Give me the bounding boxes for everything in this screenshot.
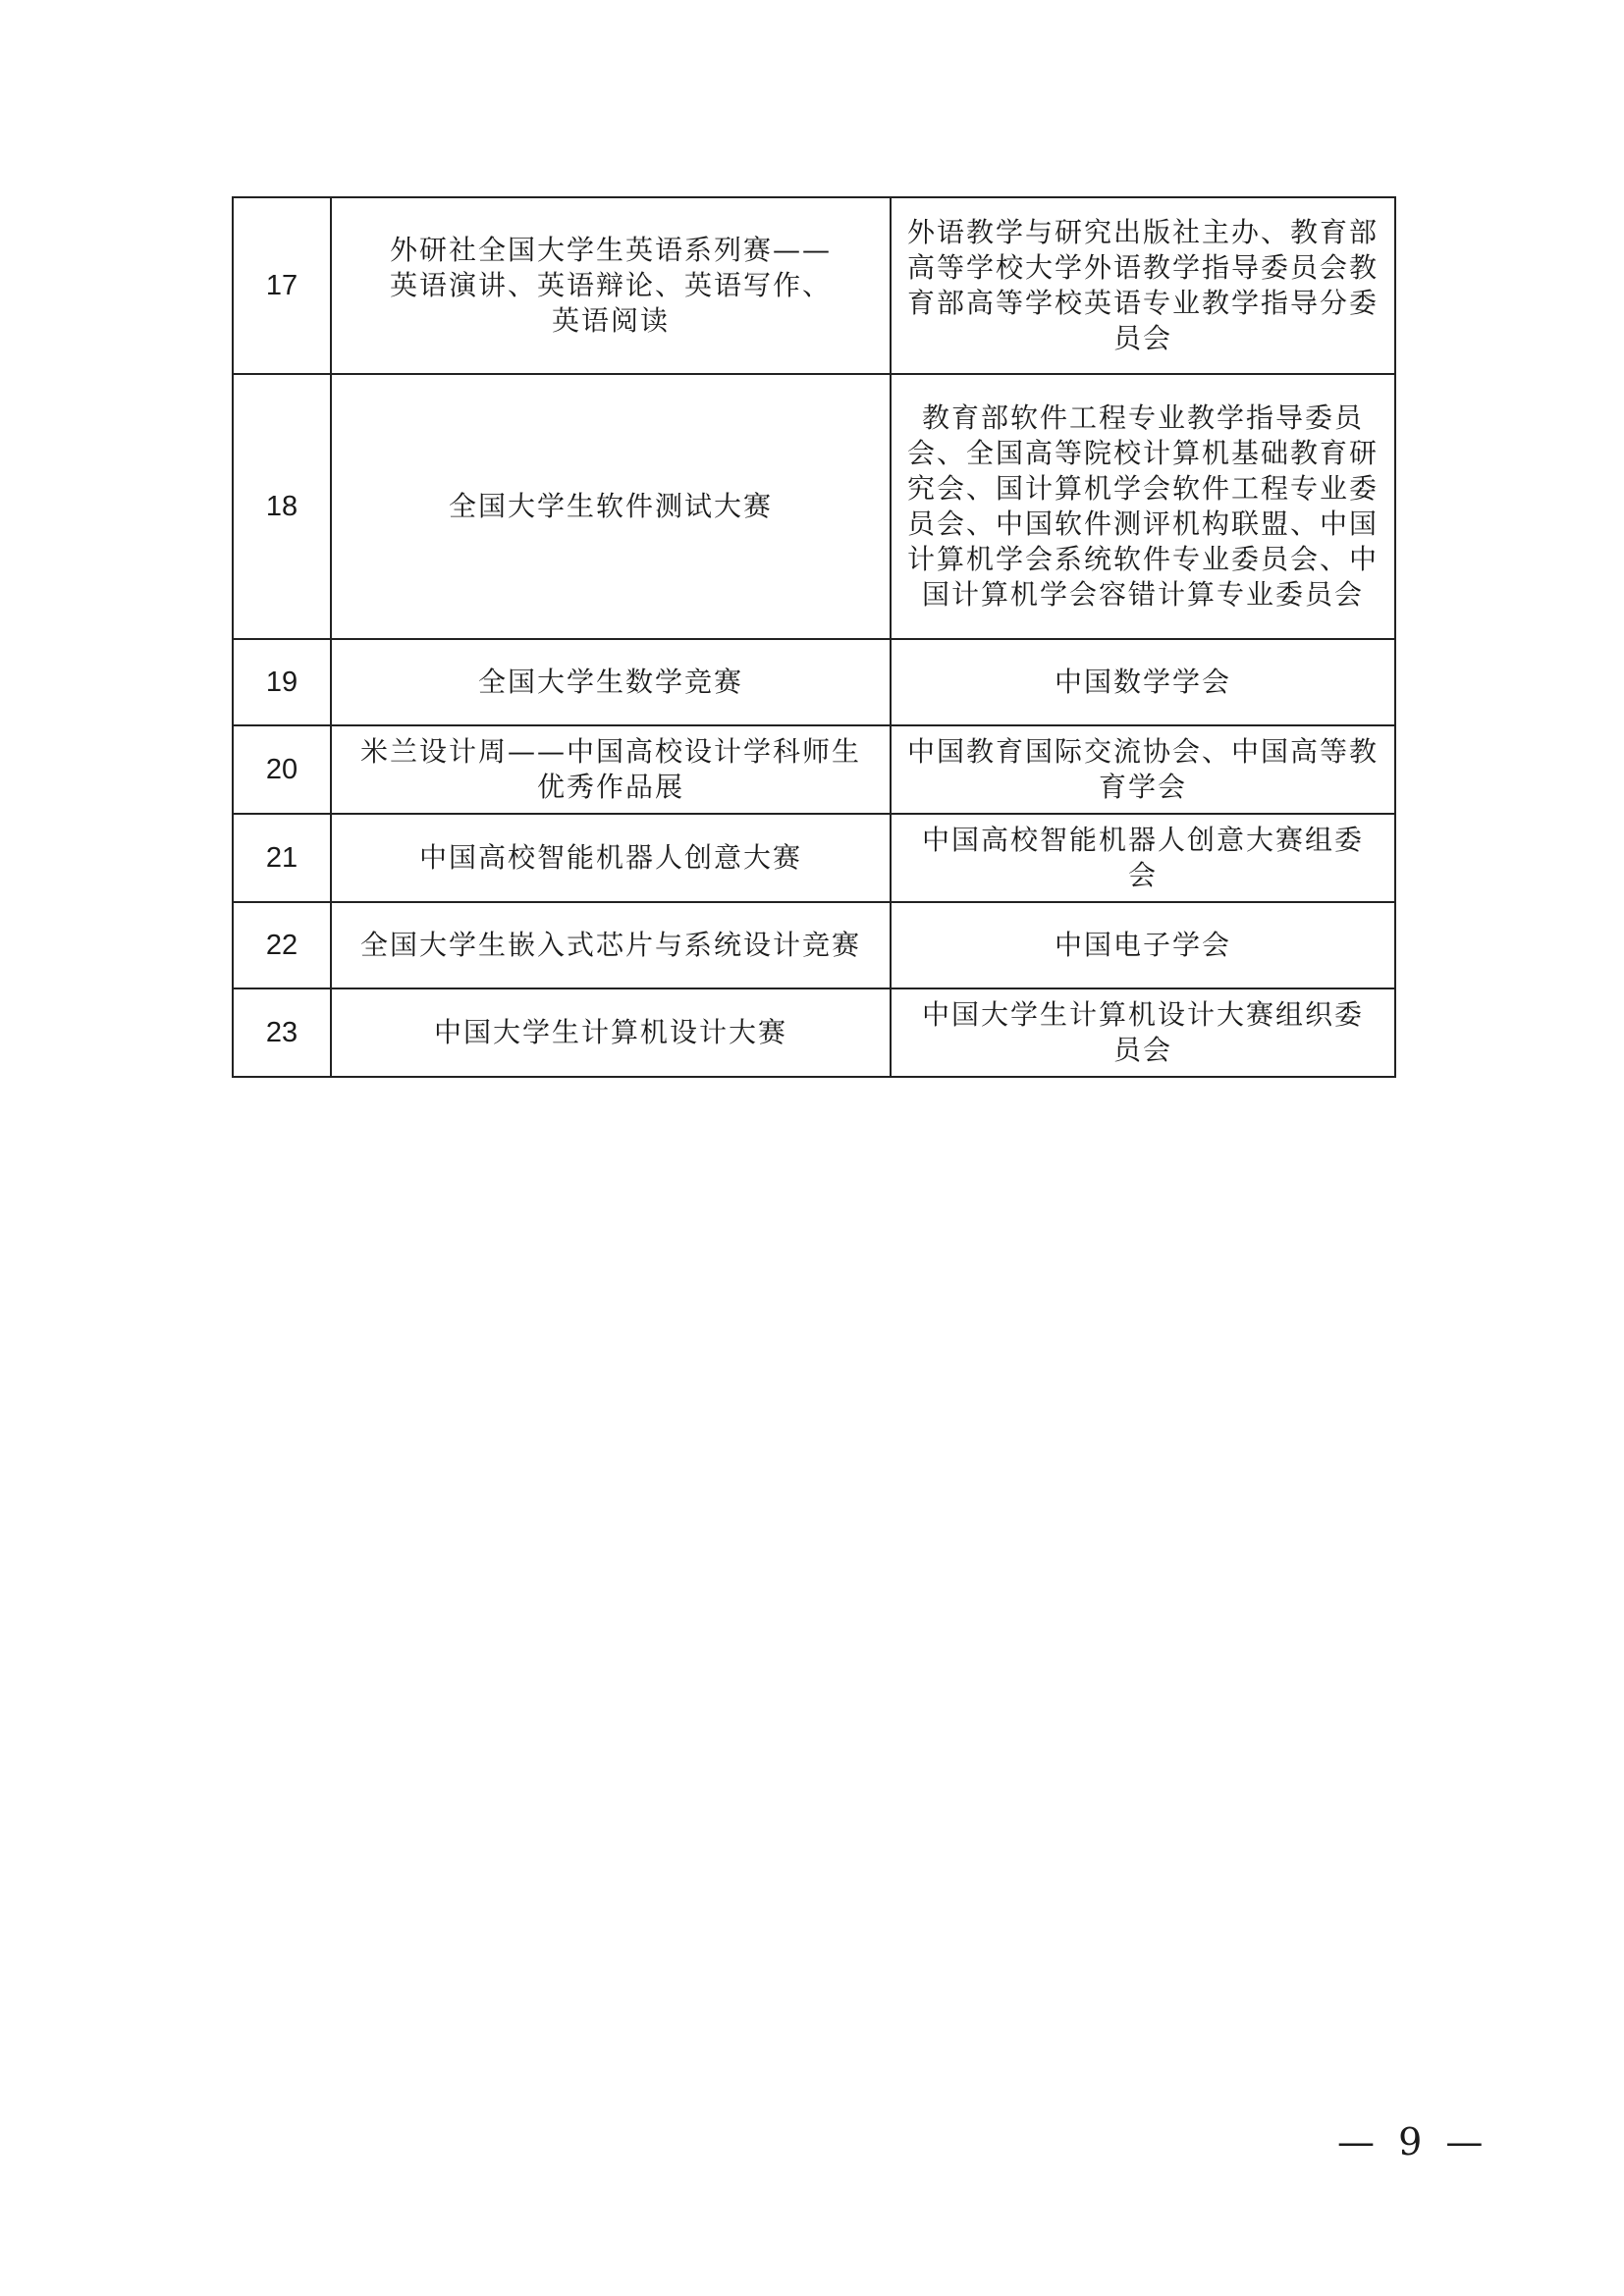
- row-number: 18: [233, 374, 331, 639]
- competition-name: 米兰设计周——中国高校设计学科师生优秀作品展: [331, 725, 891, 814]
- table-row: [233, 374, 1395, 639]
- organizer: 中国高校智能机器人创意大赛组委会: [891, 814, 1395, 902]
- competition-name: 中国大学生计算机设计大赛: [331, 988, 891, 1077]
- competition-name: 全国大学生数学竞赛: [331, 639, 891, 725]
- table-row: [233, 197, 1395, 374]
- row-number: 21: [233, 814, 331, 902]
- row-number: 22: [233, 902, 331, 988]
- competition-name: 全国大学生软件测试大赛: [331, 374, 891, 639]
- competition-name: 全国大学生嵌入式芯片与系统设计竞赛: [331, 902, 891, 988]
- table-row: [233, 988, 1395, 1077]
- row-number: 19: [233, 639, 331, 725]
- organizer: 中国教育国际交流协会、中国高等教育学会: [891, 725, 1395, 814]
- organizer: 中国数学学会: [891, 639, 1395, 725]
- table-row: [233, 814, 1395, 902]
- row-number: 17: [233, 197, 331, 374]
- table-row: [233, 902, 1395, 988]
- table-row: [233, 725, 1395, 814]
- organizer: 外语教学与研究出版社主办、教育部高等学校大学外语教学指导委员会教育部高等学校英语专业教学指导分委员会: [891, 197, 1395, 374]
- competition-name: 外研社全国大学生英语系列赛——英语演讲、英语辩论、英语写作、英语阅读: [331, 197, 891, 374]
- organizer: 教育部软件工程专业教学指导委员会、全国高等院校计算机基础教育研究会、国计算机学会软件工程专业委员会、中国软件测评机构联盟、中国计算机学会系统软件专业委员会、中国计算机学会容错计算专业委员会: [891, 374, 1395, 639]
- table-row: [233, 639, 1395, 725]
- competition-name: 中国高校智能机器人创意大赛: [331, 814, 891, 902]
- competition-table: [232, 196, 1396, 1078]
- organizer: 中国大学生计算机设计大赛组织委员会: [891, 988, 1395, 1077]
- row-number: 23: [233, 988, 331, 1077]
- page-number: — 9 —: [1337, 2120, 1489, 2163]
- organizer: 中国电子学会: [891, 902, 1395, 988]
- row-number: 20: [233, 725, 331, 814]
